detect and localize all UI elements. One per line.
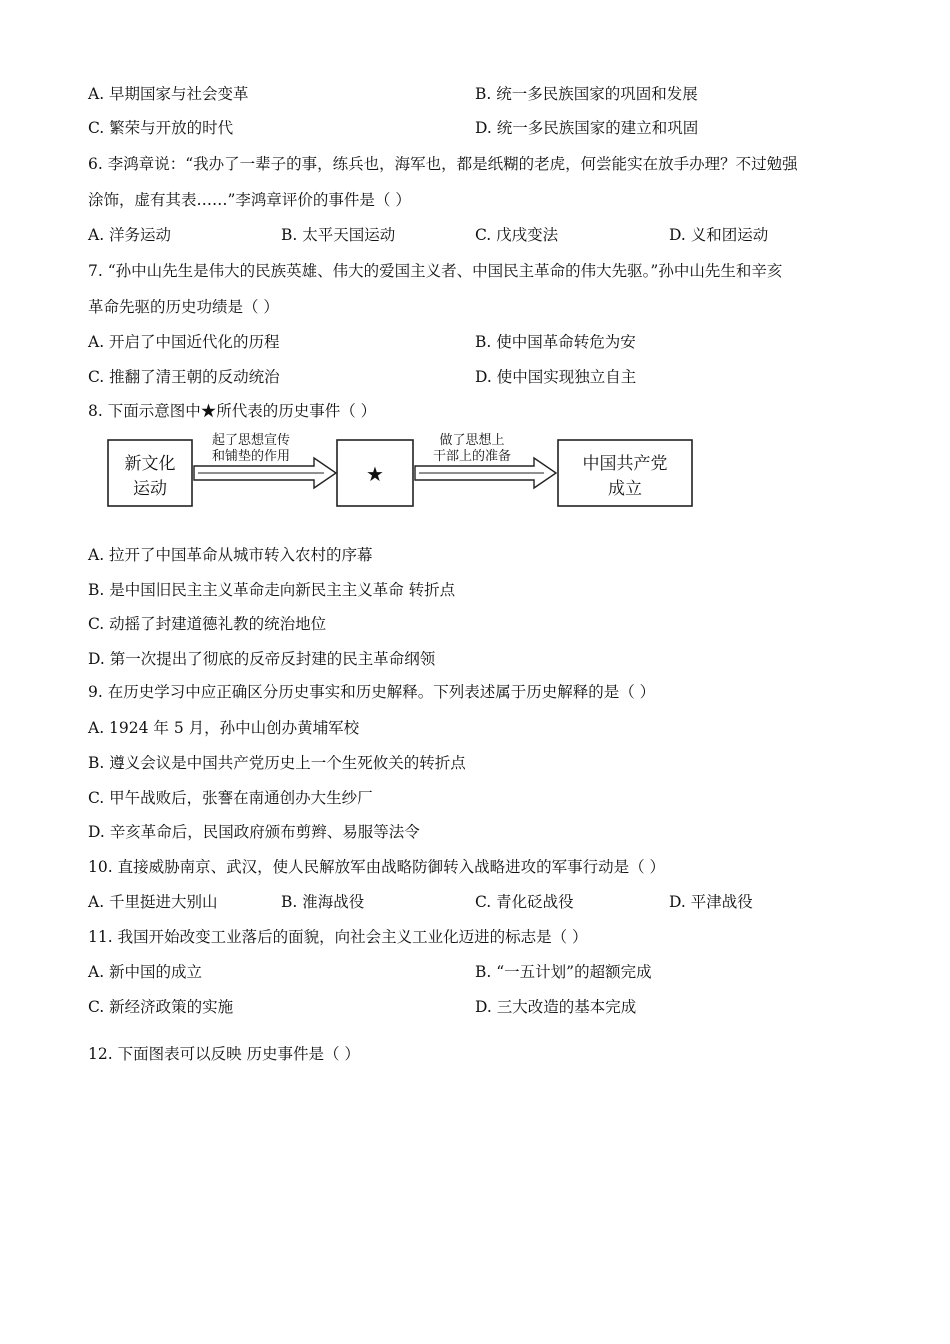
q10-option-c: C. 青化砭战役: [475, 893, 574, 911]
q9-stem: 9. 在历史学习中应正确区分历史事实和历史解释。下列表述属于历史解释的是（ ）: [88, 683, 656, 701]
q11-option-a: A. 新中国的成立: [88, 963, 203, 981]
q11-option-c: C. 新经济政策的实施: [88, 998, 234, 1016]
diagram-arrow2-label-line1: 做了思想上: [439, 433, 505, 448]
q6-option-d: D. 义和团运动: [669, 226, 769, 244]
q9-option-a: A. 1924 年 5 月，孙中山创办黄埔军校: [88, 719, 360, 737]
q11-stem: 11. 我国开始改变工业落后的面貌，向社会主义工业化迈进的标志是（ ）: [88, 928, 588, 946]
q9-option-b: B. 遵义会议是中国共产党历史上一个生死攸关的转折点: [88, 754, 466, 772]
q6-stem-line1: 6. 李鸿章说：“我办了一辈子的事，练兵也，海军也，都是纸糊的老虎，何尝能实在放手办理？不过勉强: [88, 155, 798, 173]
q6-option-b: B. 太平天国运动: [281, 226, 396, 244]
q11-option-b: B. “一五计划”的超额完成: [475, 963, 652, 981]
q6-option-a: A. 洋务运动: [88, 226, 172, 244]
q5-option-d: D. 统一多民族国家的建立和巩固: [475, 119, 699, 137]
q10-option-b: B. 淮海战役: [281, 893, 365, 911]
diagram-box3-line1: 中国共产党: [582, 454, 668, 474]
diagram-star-icon: ★: [366, 462, 384, 486]
q9-option-d: D. 辛亥革命后，民国政府颁布剪辫、易服等法令: [88, 823, 420, 841]
q9-option-c: C. 甲午战败后，张謇在南通创办大生纱厂: [88, 789, 373, 807]
q5-option-b: B. 统一多民族国家的巩固和发展: [475, 85, 698, 103]
q8-option-c: C. 动摇了封建道德礼教的统治地位: [88, 615, 327, 633]
q11-option-d: D. 三大改造的基本完成: [475, 998, 637, 1016]
diagram-arrow1-label-line1: 起了思想宣传: [211, 433, 291, 448]
diagram-arrow1-label-line2: 和铺垫的作用: [211, 449, 291, 464]
q8-option-a: A. 拉开了中国革命从城市转入农村的序幕: [88, 546, 373, 564]
diagram-box3-line2: 成立: [608, 479, 642, 499]
q10-option-a: A. 千里挺进大别山: [88, 893, 218, 911]
q8-option-d: D. 第一次提出了彻底的反帝反封建的民主革命纲领: [88, 650, 436, 668]
diagram-box1-line2: 运动: [133, 479, 167, 499]
diagram-arrow2-label-line2: 干部上的准备: [432, 449, 512, 464]
q7-stem-line2: 革命先驱的历史功绩是（ ）: [88, 298, 279, 316]
q7-option-a: A. 开启了中国近代化的历程: [88, 333, 280, 351]
q7-option-c: C. 推翻了清王朝的反动统治: [88, 368, 280, 386]
diagram-box1-line1: 新文化: [124, 454, 176, 474]
q7-option-d: D. 使中国实现独立自主: [475, 368, 637, 386]
q8-flow-diagram: [106, 428, 702, 514]
q10-option-d: D. 平津战役: [669, 893, 753, 911]
q12-stem: 12. 下面图表可以反映 历史事件是（ ）: [88, 1045, 360, 1063]
q7-stem-line1: 7. “孙中山先生是伟大的民族英雄、伟大的爱国主义者、中国民主革命的伟大先驱。”孙中山先生和辛亥: [88, 262, 783, 280]
q7-option-b: B. 使中国革命转危为安: [475, 333, 636, 351]
q8-stem: 8. 下面示意图中★所代表的历史事件（ ）: [88, 402, 377, 420]
q5-option-c: C. 繁荣与开放的时代: [88, 119, 234, 137]
q5-option-a: A. 早期国家与社会变革: [88, 85, 249, 103]
q6-stem-line2: 涂饰，虚有其表……”李鸿章评价的事件是（ ）: [88, 191, 411, 209]
q10-stem: 10. 直接威胁南京、武汉，使人民解放军由战略防御转入战略进攻的军事行动是（ ）: [88, 858, 666, 876]
q8-option-b: B. 是中国旧民主主义革命走向新民主主义革命 转折点: [88, 581, 456, 599]
q6-option-c: C. 戊戌变法: [475, 226, 559, 244]
